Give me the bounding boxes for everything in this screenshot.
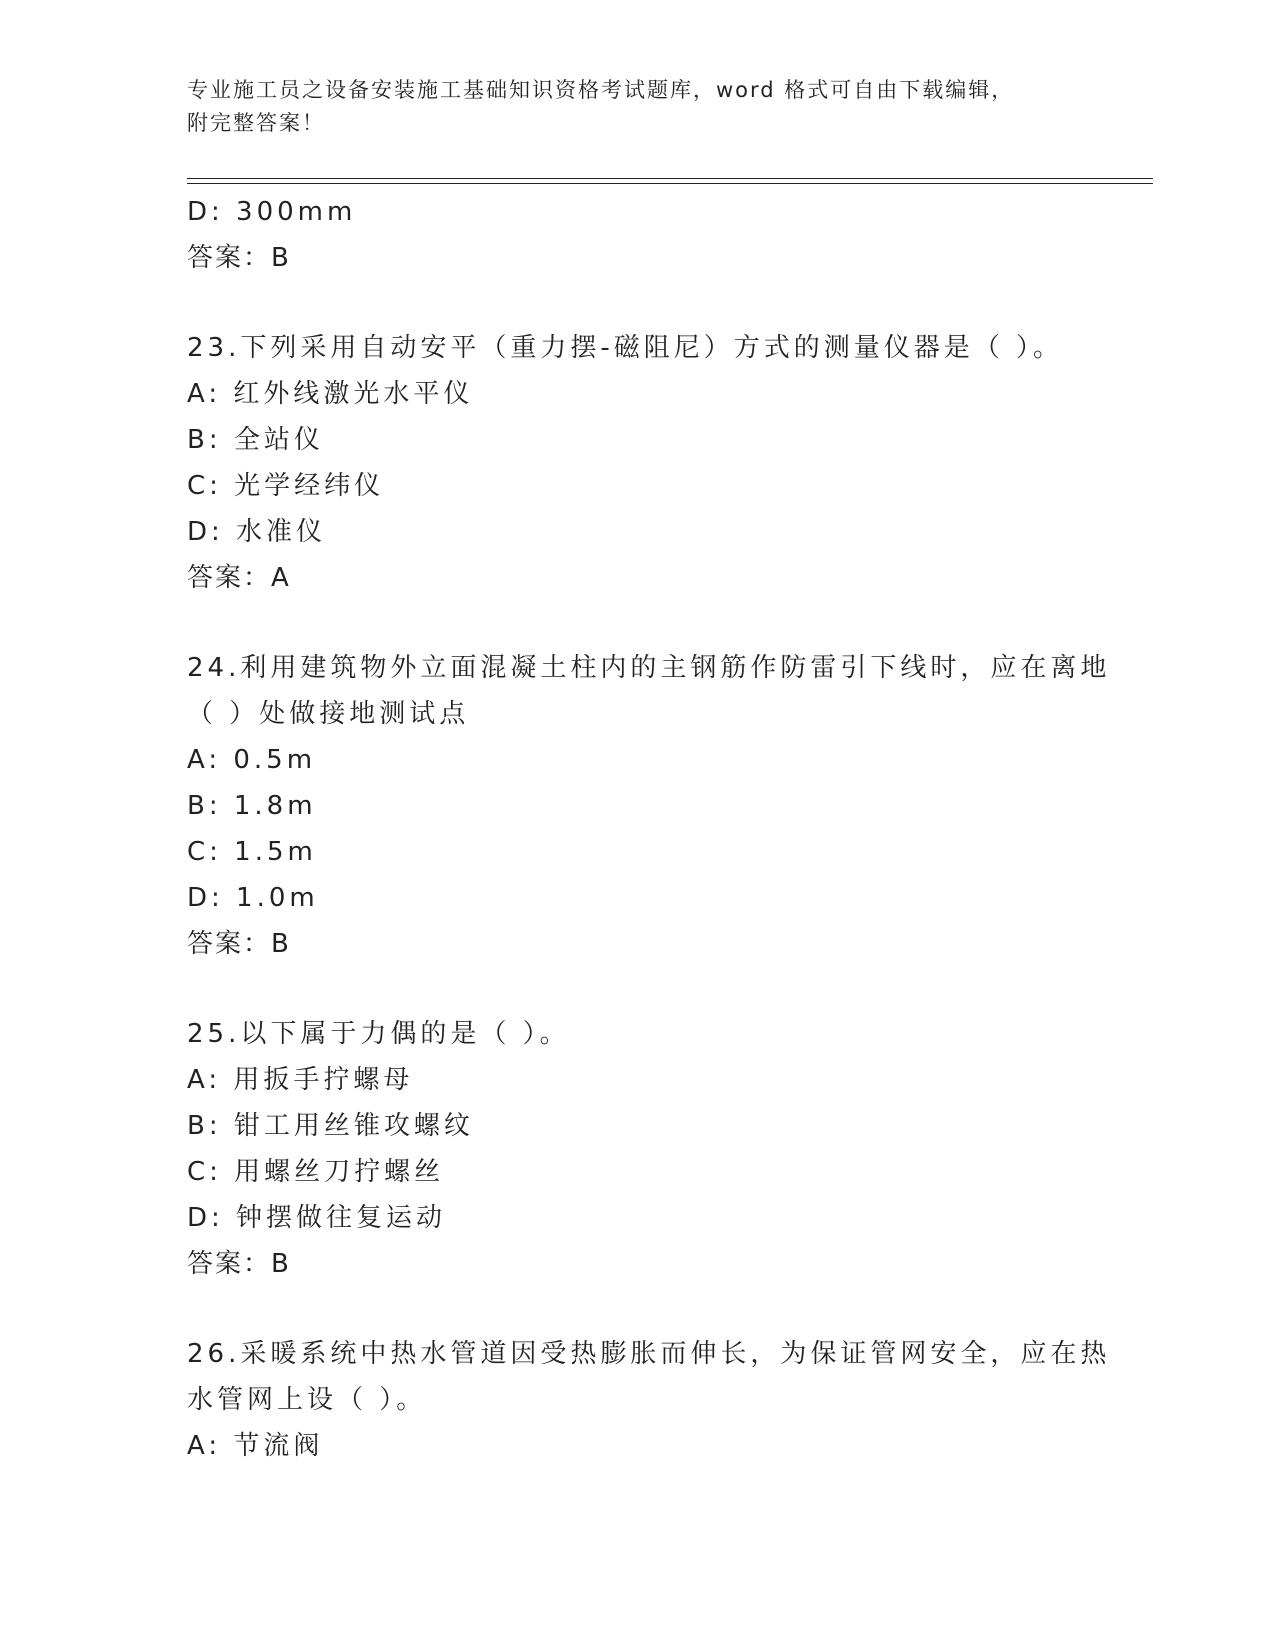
option-a: A: 节流阀 <box>187 1431 324 1461</box>
option-d: D: 水准仪 <box>187 517 327 547</box>
header-line-2: 附完整答案！ <box>187 111 325 135</box>
question-25 <box>187 1011 1087 1287</box>
spacer <box>187 967 1087 1011</box>
question-stem-continued: 水管网上设（ ）。 <box>187 1385 427 1415</box>
option-a: A: 用扳手拧螺母 <box>187 1065 414 1095</box>
header-divider <box>187 178 1153 184</box>
question-24 <box>187 645 1111 967</box>
spacer <box>187 1287 1087 1331</box>
answer: 答案：B <box>187 243 291 273</box>
answer: 答案：B <box>187 1249 291 1279</box>
question-stem: 23.下列采用自动安平（重力摆-磁阻尼）方式的测量仪器是（ ）。 <box>187 333 1063 363</box>
option-d: D: 钟摆做往复运动 <box>187 1203 447 1233</box>
header-line-1: 专业施工员之设备安装施工基础知识资格考试题库，word 格式可自由下载编辑， <box>187 78 1015 102</box>
question-stem: 25.以下属于力偶的是（ ）。 <box>187 1019 570 1049</box>
question-stem: 24.利用建筑物外立面混凝土柱内的主钢筋作防雷引下线时，应在离地 <box>187 653 1111 683</box>
question-stem-continued: （ ）处做接地测试点 <box>187 699 470 729</box>
option-d: D: 300mm <box>187 197 357 227</box>
option-d: D: 1.0m <box>187 883 319 913</box>
question-23 <box>187 325 1087 601</box>
option-b: B: 钳工用丝锥攻螺纹 <box>187 1111 474 1141</box>
spacer <box>187 601 1087 645</box>
option-b: B: 全站仪 <box>187 425 324 455</box>
spacer <box>187 281 1087 325</box>
option-c: C: 用螺丝刀拧螺丝 <box>187 1157 445 1187</box>
option-c: C: 光学经纬仪 <box>187 471 385 501</box>
option-b: B: 1.8m <box>187 791 317 821</box>
answer: 答案：B <box>187 929 291 959</box>
option-a: A: 0.5m <box>187 745 317 775</box>
question-list <box>187 189 1111 1469</box>
question-26 <box>187 1331 1111 1469</box>
option-c: C: 1.5m <box>187 837 317 867</box>
answer: 答案：A <box>187 563 291 593</box>
question-stem: 26.采暖系统中热水管道因受热膨胀而伸长，为保证管网安全，应在热 <box>187 1339 1111 1369</box>
option-a: A: 红外线激光水平仪 <box>187 379 474 409</box>
document-header <box>187 74 1087 140</box>
